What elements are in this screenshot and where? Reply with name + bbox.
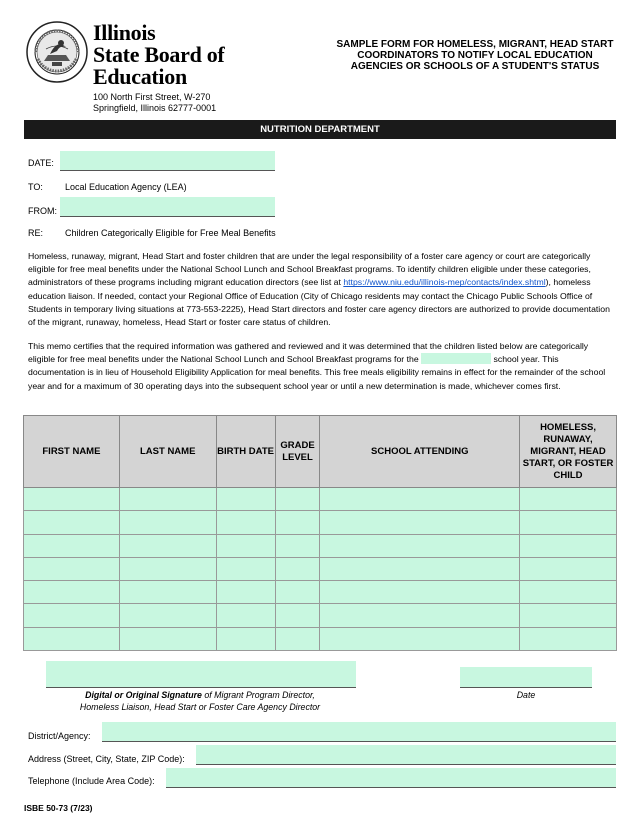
- table-row: [24, 627, 617, 650]
- column-header-last-name: LAST NAME: [119, 416, 216, 488]
- signature-date-field[interactable]: [460, 667, 592, 688]
- signature-caption-bold: Digital or Original Signature: [85, 690, 202, 700]
- to-label: TO:: [28, 182, 43, 192]
- district-field[interactable]: [102, 722, 616, 742]
- org-address-line2: Springfield, Illinois 62777-0001: [93, 103, 217, 113]
- signature-date-caption: Date: [516, 690, 536, 700]
- department-banner: NUTRITION DEPARTMENT: [24, 120, 616, 139]
- school-year-field[interactable]: [421, 353, 491, 364]
- cell-birth-date-input[interactable]: [216, 534, 275, 557]
- cell-school-attending-input[interactable]: [320, 581, 520, 604]
- signature-caption: [40, 689, 360, 713]
- cell-last-name-input[interactable]: [119, 511, 216, 534]
- cell-last-name-input[interactable]: [119, 534, 216, 557]
- table-row: [24, 604, 617, 627]
- cell-birth-date-input[interactable]: [216, 488, 275, 511]
- column-header-status: HOMELESS, RUNAWAY, MIGRANT, HEAD START, OR FOSTER CHILD: [520, 416, 617, 488]
- paragraph1-text-b: ), homeless education liaison. If needed, contact your Regional Office of Education (City of Chicago residents may contact the Chicago Public Schools Office of Students in temporary living situations at 773-553-2225), Head Start directors and foster care agency directors are authorized to provide documentation of the migrant, runaway, homeless, Head Start or foster care status of children.: [28, 277, 610, 328]
- org-name-line2: State Board of: [93, 42, 225, 67]
- cell-last-name-input[interactable]: [119, 627, 216, 650]
- column-header-grade-level: GRADE LEVEL: [275, 416, 320, 488]
- signature-caption-rest: of Migrant Program Director,: [201, 690, 315, 700]
- org-address-line1: 100 North First Street, W-270: [93, 92, 211, 102]
- cell-status-input[interactable]: [520, 511, 617, 534]
- table-row: [24, 557, 617, 580]
- cell-last-name-input[interactable]: [119, 604, 216, 627]
- certification-paragraph: [28, 340, 616, 393]
- org-name-line1: Illinois: [93, 20, 156, 45]
- children-table: [23, 415, 617, 651]
- cell-school-attending-input[interactable]: [320, 511, 520, 534]
- date-field[interactable]: [60, 151, 275, 171]
- cell-grade-level-input[interactable]: [275, 488, 320, 511]
- cell-first-name-input[interactable]: [24, 511, 120, 534]
- migrant-directors-link[interactable]: https://www.niu.edu/illinois-mep/contacts/index.shtml: [343, 277, 546, 288]
- cell-last-name-input[interactable]: [119, 557, 216, 580]
- cell-birth-date-input[interactable]: [216, 557, 275, 580]
- cell-status-input[interactable]: [520, 604, 617, 627]
- cell-grade-level-input[interactable]: [275, 557, 320, 580]
- from-label: FROM:: [28, 206, 57, 216]
- cell-school-attending-input[interactable]: [320, 488, 520, 511]
- address-field[interactable]: [196, 745, 616, 765]
- cell-first-name-input[interactable]: [24, 581, 120, 604]
- column-header-school-attending: SCHOOL ATTENDING: [320, 416, 520, 488]
- form-number: ISBE 50-73 (7/23): [24, 803, 93, 813]
- cell-last-name-input[interactable]: [119, 581, 216, 604]
- district-label: District/Agency:: [28, 731, 91, 741]
- cell-grade-level-input[interactable]: [275, 511, 320, 534]
- paragraph1-text-a: Homeless, runaway, migrant, Head Start and foster children that are under the legal responsibility of a foster care agency or court are categorically eligible for free meal benefits under the National School Lunch and School Breakfast programs. To identify children eligible under these categories, administrators of these programs including migrant education directors (see list at: [28, 251, 591, 288]
- state-seal-logo: [26, 21, 88, 83]
- cell-school-attending-input[interactable]: [320, 534, 520, 557]
- table-row: [24, 511, 617, 534]
- eligibility-paragraph: [28, 250, 616, 329]
- table-row: [24, 581, 617, 604]
- table-row: [24, 488, 617, 511]
- cell-status-input[interactable]: [520, 627, 617, 650]
- cell-birth-date-input[interactable]: [216, 627, 275, 650]
- paragraph2-text-a: This memo certifies that the required information was gathered and reviewed and it was determined that the children listed below are categorically eligible for free meal benefits under the National School Lunch and School Breakfast programs for the: [28, 341, 589, 365]
- cell-grade-level-input[interactable]: [275, 627, 320, 650]
- column-header-first-name: FIRST NAME: [24, 416, 120, 488]
- cell-birth-date-input[interactable]: [216, 604, 275, 627]
- address-label: Address (Street, City, State, ZIP Code):: [28, 754, 185, 764]
- cell-first-name-input[interactable]: [24, 534, 120, 557]
- cell-status-input[interactable]: [520, 488, 617, 511]
- re-value: Children Categorically Eligible for Free Meal Benefits: [65, 228, 276, 238]
- cell-grade-level-input[interactable]: [275, 534, 320, 557]
- cell-last-name-input[interactable]: [119, 488, 216, 511]
- cell-birth-date-input[interactable]: [216, 581, 275, 604]
- phone-label: Telephone (Include Area Code):: [28, 776, 155, 786]
- table-row: [24, 534, 617, 557]
- to-value: Local Education Agency (LEA): [65, 182, 187, 192]
- cell-school-attending-input[interactable]: [320, 627, 520, 650]
- phone-field[interactable]: [166, 768, 616, 788]
- signature-caption-line2: Homeless Liaison, Head Start or Foster Care Agency Director: [79, 702, 321, 712]
- cell-birth-date-input[interactable]: [216, 511, 275, 534]
- cell-first-name-input[interactable]: [24, 488, 120, 511]
- paragraph2-text-b: school year. This documentation is in lieu of Household Eligibility Application for meal benefits. This free meals eligibility remains in effect for the remainder of the school year and for a maximum of 30 operating days into the subsequent school year or until a new determination is made, whichever comes first.: [28, 354, 606, 391]
- cell-status-input[interactable]: [520, 534, 617, 557]
- from-field[interactable]: [60, 197, 275, 217]
- form-title: SAMPLE FORM FOR HOMELESS, MIGRANT, HEAD START COORDINATORS TO NOTIFY LOCAL EDUCATION AGENCIES OR SCHOOLS OF A STUDENT'S STATUS: [336, 39, 614, 72]
- cell-grade-level-input[interactable]: [275, 581, 320, 604]
- cell-status-input[interactable]: [520, 557, 617, 580]
- table-header-row: [24, 416, 617, 488]
- cell-first-name-input[interactable]: [24, 627, 120, 650]
- cell-school-attending-input[interactable]: [320, 557, 520, 580]
- cell-grade-level-input[interactable]: [275, 604, 320, 627]
- cell-first-name-input[interactable]: [24, 604, 120, 627]
- signature-field[interactable]: [46, 661, 356, 688]
- org-name-line3: Education: [93, 64, 187, 89]
- cell-school-attending-input[interactable]: [320, 604, 520, 627]
- cell-status-input[interactable]: [520, 581, 617, 604]
- cell-first-name-input[interactable]: [24, 557, 120, 580]
- column-header-birth-date: BIRTH DATE: [216, 416, 275, 488]
- re-label: RE:: [28, 228, 44, 238]
- date-label: DATE:: [28, 158, 54, 168]
